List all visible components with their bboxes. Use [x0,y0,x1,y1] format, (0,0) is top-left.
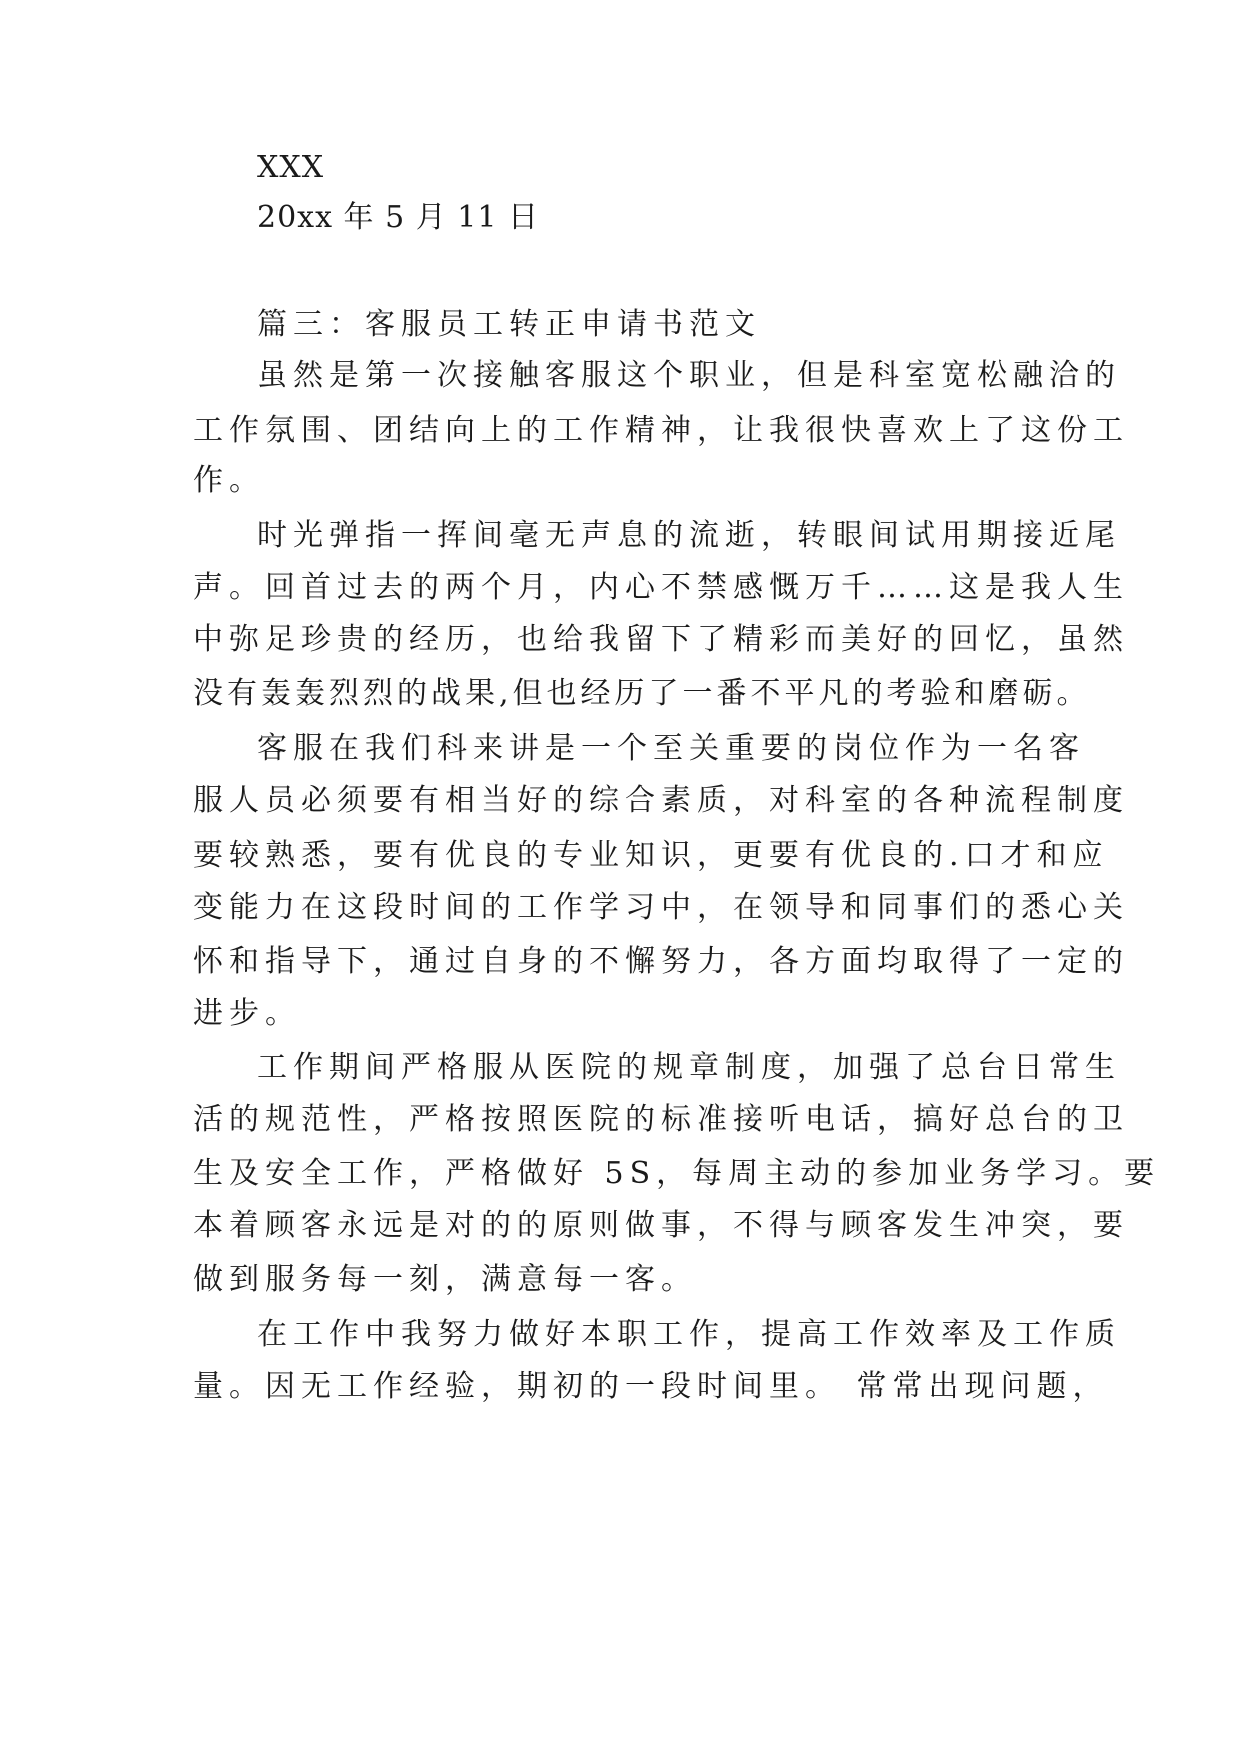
paragraph-line: 进步。 [193,996,301,1031]
paragraph-line: 服人员必须要有相当好的综合素质，对科室的各种流程制度 [193,783,1129,818]
paragraph-line: 量。因无工作经验，期初的一段时间里。 常常出现问题， [193,1369,1109,1404]
paragraph-line: 活的规范性，严格按照医院的标准接听电话，搞好总台的卫 [193,1102,1129,1137]
signature-date: 20xx 年 5 月 11 日 [257,200,539,235]
paragraph-line: 没有轰轰烈烈的战果,但也经历了一番不平凡的考验和磨砺。 [193,676,1091,711]
paragraph-line: 在工作中我努力做好本职工作，提高工作效率及工作质 [257,1317,1121,1352]
paragraph-line: 作。 [193,463,265,498]
signature-name: XXX [257,150,325,185]
paragraph-line: 生及安全工作，严格做好 5S，每周主动的参加业务学习。要 [193,1156,1161,1191]
paragraph-line: 虽然是第一次接触客服这个职业，但是科室宽松融洽的 [257,358,1121,393]
section-title: 篇三：客服员工转正申请书范文 [257,307,761,342]
paragraph-line: 要较熟悉，要有优良的专业知识，更要有优良的.口才和应 [193,838,1109,873]
paragraph-line: 工作期间严格服从医院的规章制度，加强了总台日常生 [257,1050,1121,1085]
paragraph-line: 客服在我们科来讲是一个至关重要的岗位作为一名客 [257,731,1085,766]
paragraph-line: 声。回首过去的两个月，内心不禁感慨万千……这是我人生 [193,570,1129,605]
paragraph-line: 时光弹指一挥间毫无声息的流逝，转眼间试用期接近尾 [257,518,1121,553]
paragraph-line: 工作氛围、团结向上的工作精神，让我很快喜欢上了这份工 [193,413,1129,448]
paragraph-line: 本着顾客永远是对的的原则做事，不得与顾客发生冲突，要 [193,1208,1129,1243]
paragraph-line: 中弥足珍贵的经历，也给我留下了精彩而美好的回忆，虽然 [193,622,1129,657]
paragraph-line: 变能力在这段时间的工作学习中，在领导和同事们的悉心关 [193,890,1129,925]
paragraph-line: 做到服务每一刻，满意每一客。 [193,1262,697,1297]
paragraph-line: 怀和指导下，通过自身的不懈努力，各方面均取得了一定的 [193,944,1129,979]
